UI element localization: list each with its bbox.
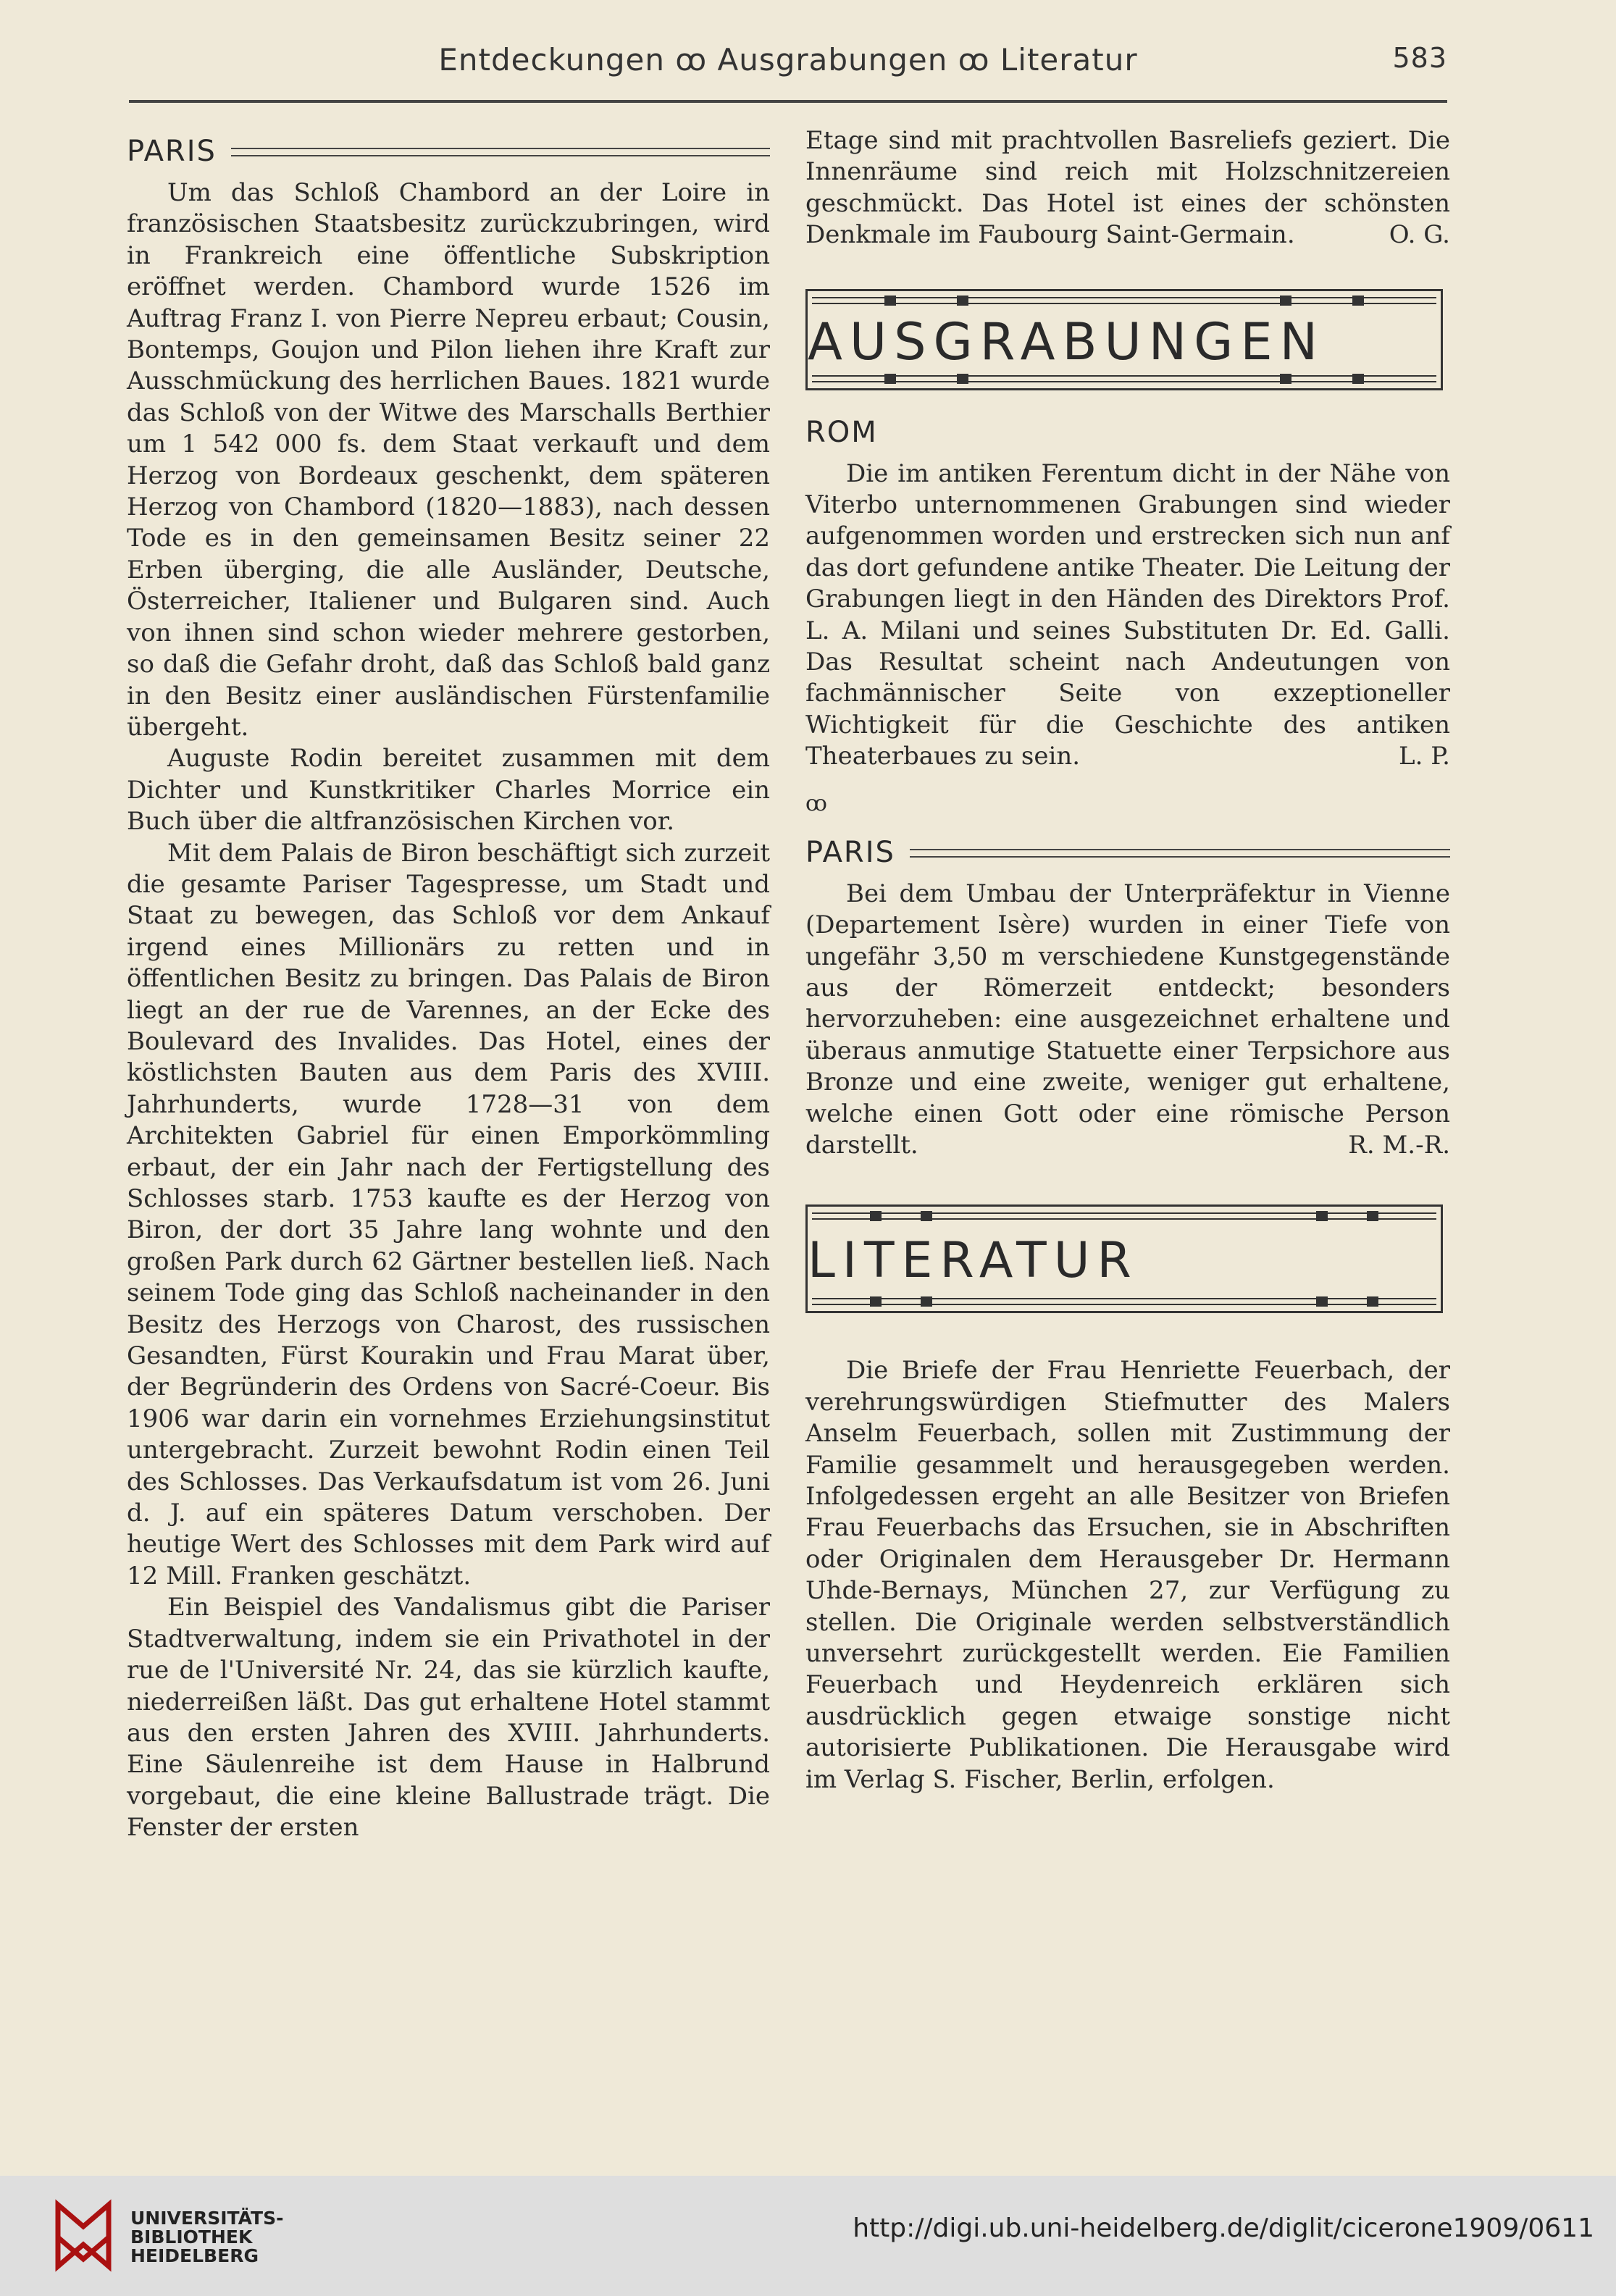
banner-ornament xyxy=(884,296,896,306)
library-name-line: UNIVERSITÄTS- xyxy=(130,2208,284,2229)
banner-title: LITERATUR xyxy=(808,1232,1139,1290)
banner-ornament xyxy=(884,374,896,384)
article-paragraph: Um das Schloß Chambord an der Loire in französischen Staatsbesitz zurückzubringen, wird in Frankreich eine öffentliche Subskription eröffnet werden. Chambord wurde 1526 im Auftrag Franz I. von Pierre Nepreu erbaut; Cousin, Bontemps, Goujon und Pilon liehen ihre Kraft zur Ausschmückung des herrlichen Baues. 1821 wurde das Schloß von der Witwe des Marschalls Berthier um 1 542 000 fs. dem Staat verkauft und dem Herzog von Bordeaux geschenkt, dem späteren Herzog von Chambord (1820—1883), nach dessen Tode es in den gemeinsamen Besitz seiner 22 Erben überging, die alle Ausländer, Deutsche, Österreicher, Italiener und Bulgaren sind. Auch von ihnen sind schon wieder mehrere gestorben, so daß die Gefahr droht, daß das Schloß bald ganz in den Besitz einer ausländischen Fürstenfamilie übergeht. xyxy=(127,178,770,742)
article-paragraph: Die Briefe der Frau Henriette Feuerbach, der verehrungswürdigen Stiefmutter des Malers Anselm Feuerbach, sollen mit Zustimmung der Familie gesammelt und herausgegeben werden. Infolgedessen ergeht an alle Besitzer von Briefen Frau Feuerbachs das Ersuchen, sie in Abschriften oder Originalen dem Herausgeber Dr. Hermann Uhde-Bernays, München 27, zur Verfügung zu stellen. Die Originale werden selbstverständlich unversehrt zurückgestellt werden. Eie Familien Feuerbach und Heydenreich erklären sich ausdrücklich gegen etwaige sonstige nicht autorisierte Publikationen. Die Herausgabe wird im Verlag S. Fischer, Berlin, erfolgen. xyxy=(805,1356,1450,1794)
banner-ornament xyxy=(1280,374,1291,384)
section-banner-literatur xyxy=(805,1204,1443,1313)
section-divider-ornament: ꝏ xyxy=(805,790,827,816)
paris-text: Bei dem Umbau der Unterpräfektur in Vienne (Departement Isère) wurden in einer Tiefe von ungefähr 3,50 m verschiedene Kunstgegenstände aus der Römerzeit entdeckt; besonders hervorzuheben: eine ausgezeichnet erhaltene und überaus anmutige Statuette einer Terpsichore aus Bronze und eine zweite, weniger gut erhaltene, welche einen Gott oder eine römische Person darstellt. xyxy=(805,879,1450,1160)
section-heading-paris xyxy=(127,134,770,170)
library-name-line: HEIDELBERG xyxy=(130,2245,259,2266)
header-title: Entdeckungen ꝏ Ausgrabungen ꝏ Literatur xyxy=(438,42,1138,77)
banner-ornament xyxy=(957,296,968,306)
article-paragraph: Mit dem Palais de Biron beschäftigt sich zurzeit die gesamte Pariser Tagespresse, um Stadt und Staat zu bewegen, das Schloß vor dem Ankauf irgend eines Millionärs zu retten und in öffentlichen Besitz zu bringen. Das Palais de Biron liegt an der rue de Varennes, an der Ecke des Boulevard des Invalides. Das Hotel, eines der köstlichsten Bauten aus dem Paris des XVIII. Jahrhunderts, wurde 1728—31 von dem Architekten Gabriel für einen Emporkömmling erbaut, der ein Jahr nach der Fertigstellung des Schlosses starb. 1753 kaufte es der Herzog von Biron, der dort 35 Jahre lang wohnte und den großen Park durch 62 Gärtner bestellen ließ. Nach seinem Tode ging das Schloß nacheinander in den Besitz des Herzogs von Charost, des russischen Gesandten, Fürst Kourakin und Frau Marat über, der Begründerin des Ordens von Sacré-Coeur. Bis 1906 war darin ein vornehmes Erziehungsinstitut untergebracht. Zurzeit bewohnt Rodin einen Teil des Schlosses. Das Verkaufsdatum ist vom 26. Juni d. J. auf ein späteres Datum verschoben. Der heutige Wert des Schlosses mit dem Park wird auf 12 Mill. Franken geschätzt. xyxy=(127,838,770,1591)
section-heading-text: PARIS xyxy=(127,135,217,169)
banner-ornament xyxy=(1367,1211,1378,1221)
left-column xyxy=(127,134,770,1844)
banner-ornament xyxy=(1316,1211,1328,1221)
banner-ornament xyxy=(1316,1296,1328,1307)
heading-rule xyxy=(231,148,770,156)
page-number: 583 xyxy=(1392,42,1447,74)
banner-ornament xyxy=(1352,374,1364,384)
source-url-link[interactable]: http://digi.ub.uni-heidelberg.de/diglit/cicerone1909/0611 xyxy=(853,2213,1594,2243)
section-heading-rom xyxy=(805,415,1450,451)
banner-ornament xyxy=(870,1211,882,1221)
university-library-logo-icon xyxy=(51,2197,116,2274)
banner-ornament xyxy=(870,1296,882,1307)
continuation-text: Etage sind mit prachtvollen Basreliefs geziert. Die Innenräume sind reich mit Holzschnitzereien geschmückt. Das Hotel ist eines der schönsten Denkmale im Faubourg Saint-Germain. xyxy=(805,126,1450,250)
banner-ornament xyxy=(1367,1296,1378,1307)
banner-bottom-bar xyxy=(812,1298,1436,1305)
banner-ornament xyxy=(921,1211,932,1221)
banner-ornament xyxy=(1352,296,1364,306)
article-paragraph xyxy=(805,458,1450,773)
section-heading-paris xyxy=(805,835,1450,871)
running-header xyxy=(129,42,1447,85)
banner-top-bar xyxy=(812,1212,1436,1220)
banner-title: AUSGRABUNGEN xyxy=(808,311,1325,372)
banner-top-bar xyxy=(812,297,1436,304)
banner-bottom-bar xyxy=(812,375,1436,382)
rom-text: Die im antiken Ferentum dicht in der Nähe von Viterbo unternommenen Grabungen sind wieder aufgenommen worden und erstrecken sich nun anf das dort gefundene antike Theater. Die Leitung der Grabungen liegt in den Händen des Direktors Prof. L. A. Milani und seines Substituten Dr. Ed. Galli. Das Resultat scheint nach Andeutungen von fachmännischer Seite von exzeptioneller Wichtigkeit für die Geschichte des antiken Theaterbaues zu sein. xyxy=(805,458,1450,771)
author-signature: R. M.-R. xyxy=(1348,1130,1450,1160)
banner-ornament xyxy=(957,374,968,384)
banner-ornament xyxy=(921,1296,932,1307)
article-paragraph: Ein Beispiel des Vandalismus gibt die Pariser Stadtverwaltung, indem sie ein Privathotel in der rue de l'Université Nr. 24, das sie kürzlich kaufte, niederreißen läßt. Das gut erhaltene Hotel stammt aus den ersten Jahren des XVIII. Jahrhunderts. Eine Säulenreihe ist dem Hause in Halbrund vorgebaut, die eine kleine Ballustrade trägt. Die Fenster der ersten xyxy=(127,1593,770,1843)
article-paragraph xyxy=(805,879,1450,1162)
section-banner-ausgrabungen xyxy=(805,289,1443,390)
author-signature: L. P. xyxy=(1399,742,1450,771)
header-rule xyxy=(129,100,1447,103)
section-heading-text: ROM xyxy=(805,415,878,449)
library-name xyxy=(130,2209,283,2266)
library-footer xyxy=(0,2176,1616,2296)
right-column xyxy=(805,125,1450,1796)
article-paragraph: Auguste Rodin bereitet zusammen mit dem Dichter und Kunstkritiker Charles Morrice ein Buch über die altfranzösischen Kirchen vor. xyxy=(127,744,770,837)
heading-rule xyxy=(910,849,1450,858)
library-name-line: BIBLIOTHEK xyxy=(130,2226,253,2247)
banner-ornament xyxy=(1280,296,1291,306)
section-heading-text: PARIS xyxy=(805,835,895,869)
continuation-paragraph xyxy=(805,125,1450,251)
author-signature: O. G. xyxy=(1389,220,1450,250)
